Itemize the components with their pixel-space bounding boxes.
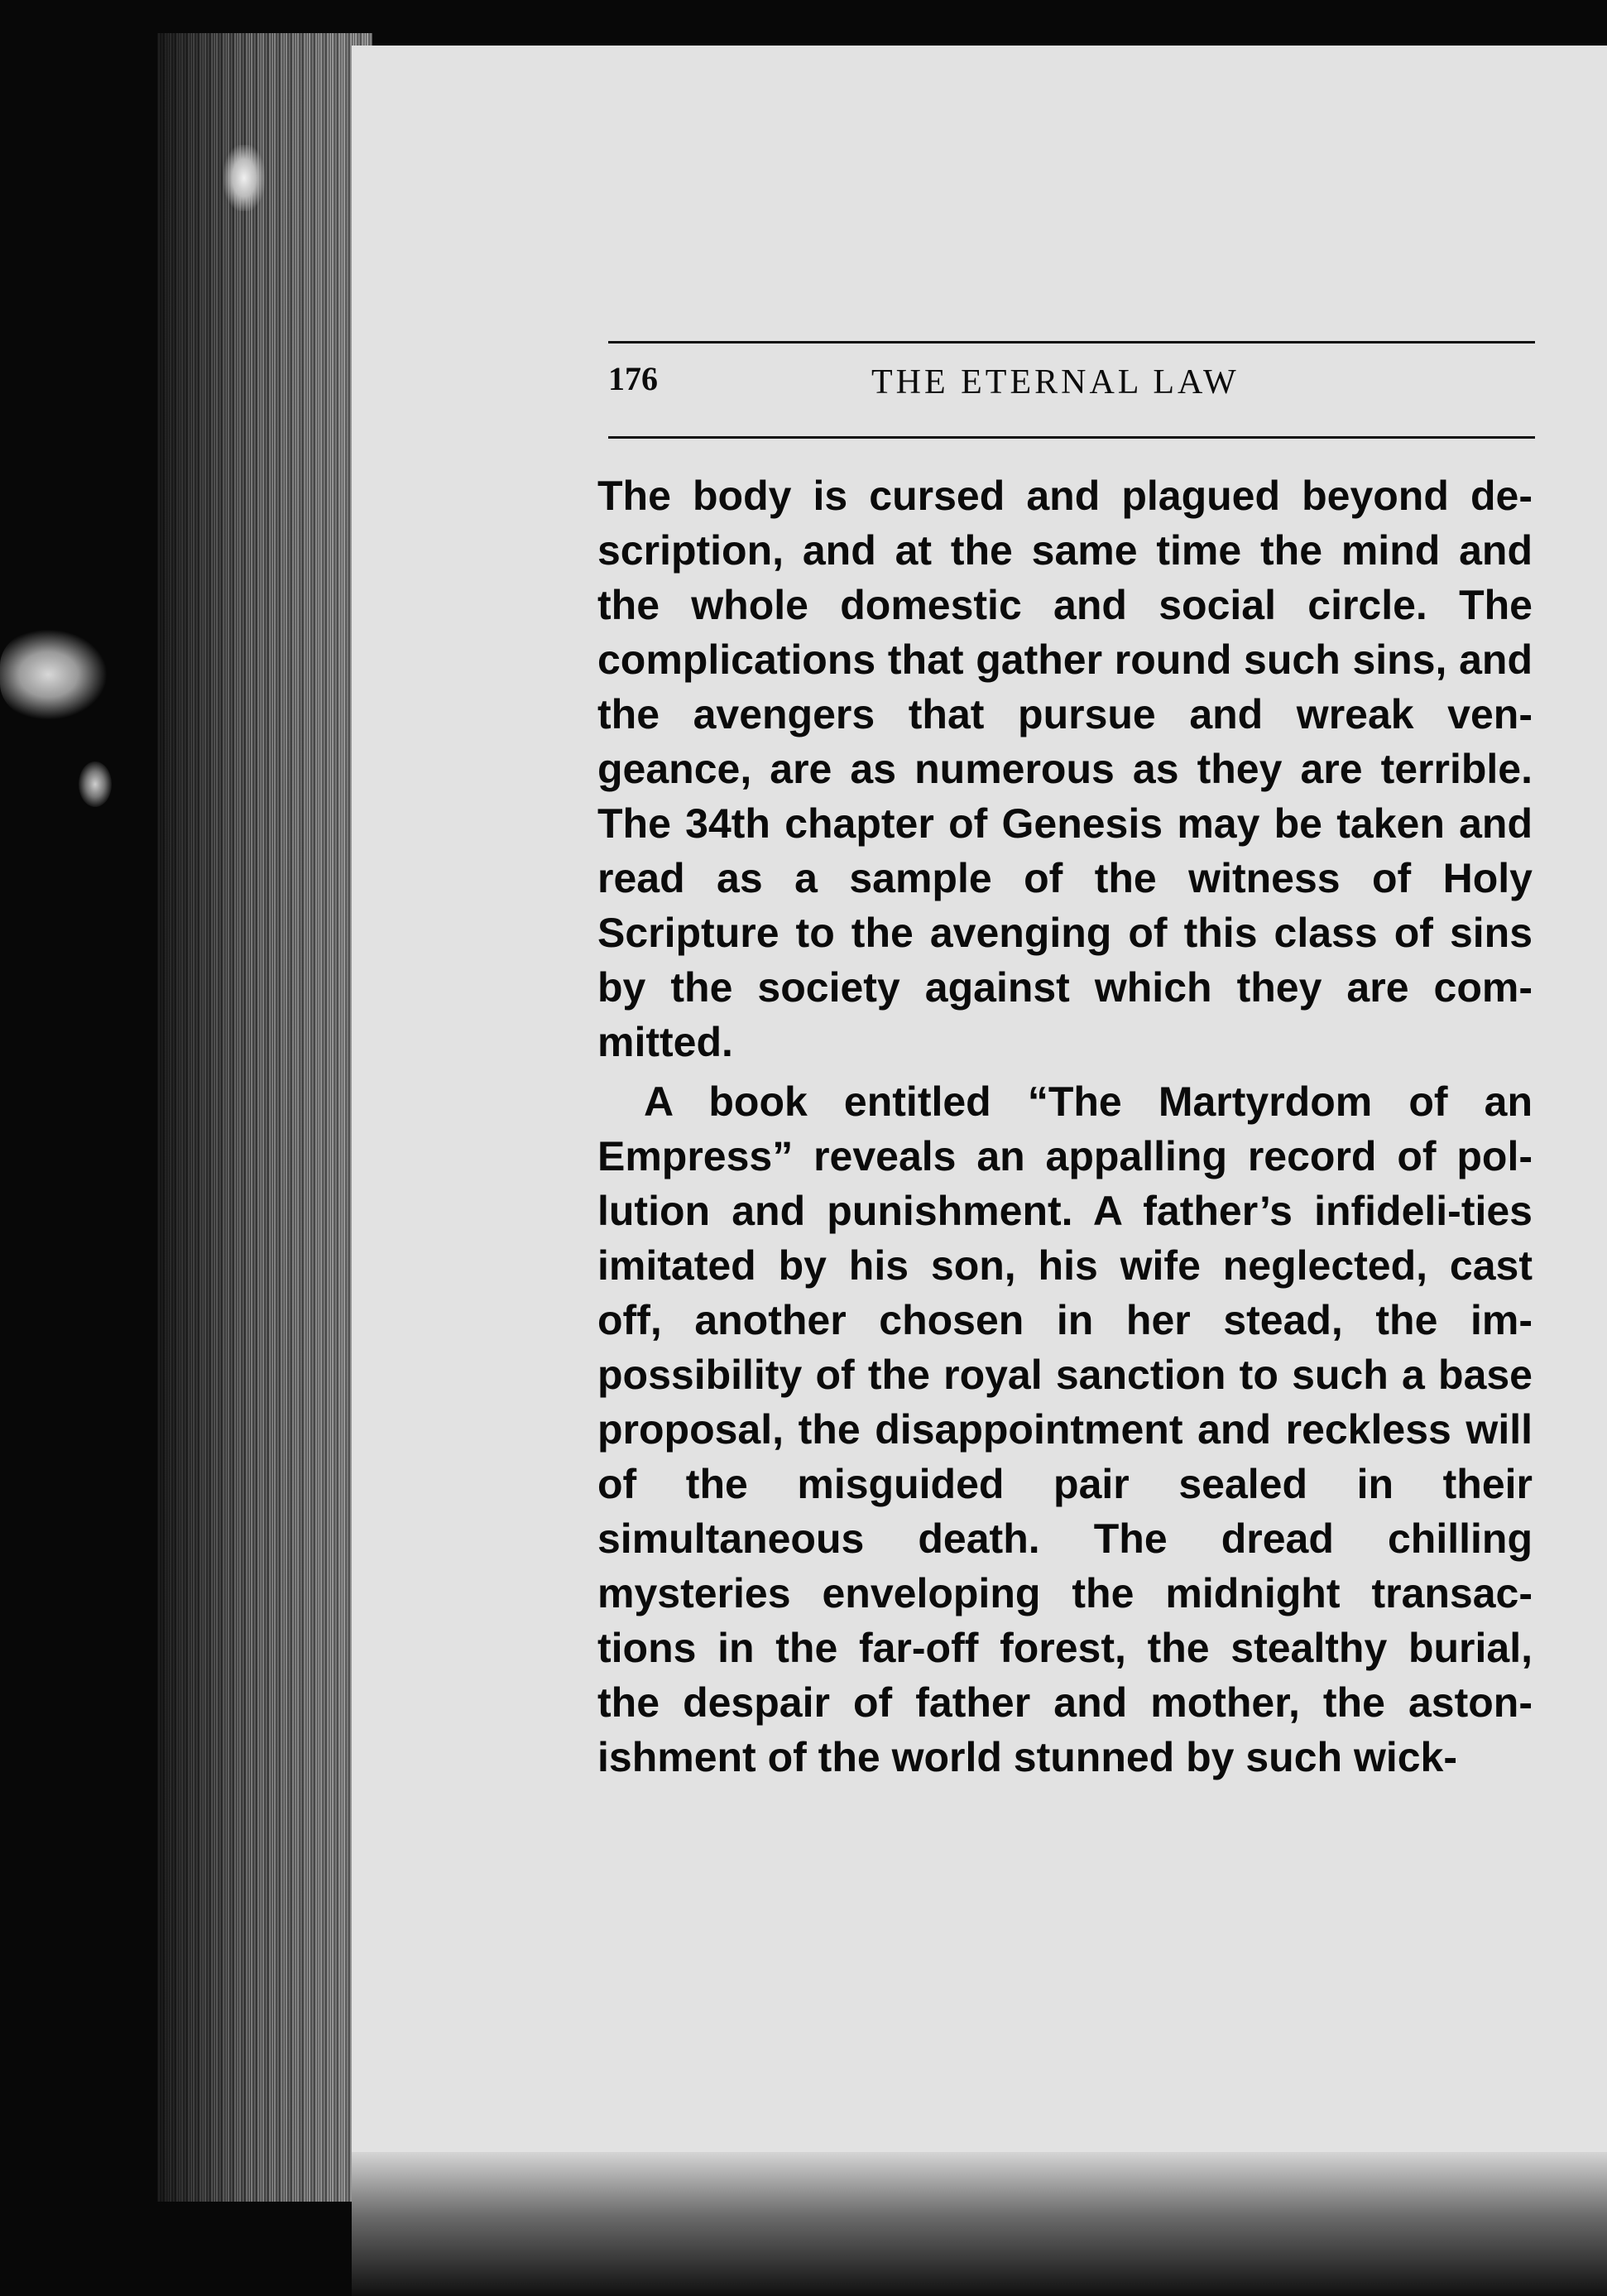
edge-smudge-small — [79, 761, 112, 807]
page-number: 176 — [608, 360, 658, 397]
running-head — [608, 356, 1535, 414]
edge-smudge — [0, 629, 108, 720]
paragraph-1: The body is cursed and plagued beyond de-scription, and at the same time the mind and the whole domestic and social circle. The complications that gather round such sins, and the avengers that pursue and wreak ven-geance, are as numerous as they are terrible. The 34th chapter of Genesis may be taken and read as a sample of the witness of Holy Scripture to the avenging of this class of sins by the society against which they are com-mitted. — [597, 473, 1533, 1065]
body-text — [597, 468, 1533, 1784]
page-bottom-shadow — [352, 2152, 1607, 2296]
page-edges-shadow — [157, 33, 372, 2202]
header-rule-top — [608, 341, 1535, 343]
margin-stain — [223, 145, 265, 211]
paragraph-2: A book entitled “The Martyrdom of an Empress” reveals an appalling record of pol-lution and punishment. A father’s infideli-ties imitated by his son, his wife neglected, cast off, another chosen in her stead, the im-possibility of the royal sanction to such a base proposal, the disappointment and reckless will of the misguided pair sealed in their simultaneous death. The dread chilling mysteries enveloping the midnight transac-tions in the far-off forest, the stealthy burial, the despair of father and mother, the aston-ishment of the world stunned by such wick- — [597, 1078, 1533, 1780]
header-rule-bottom — [608, 436, 1535, 439]
running-title: THE ETERNAL LAW — [871, 363, 1240, 401]
